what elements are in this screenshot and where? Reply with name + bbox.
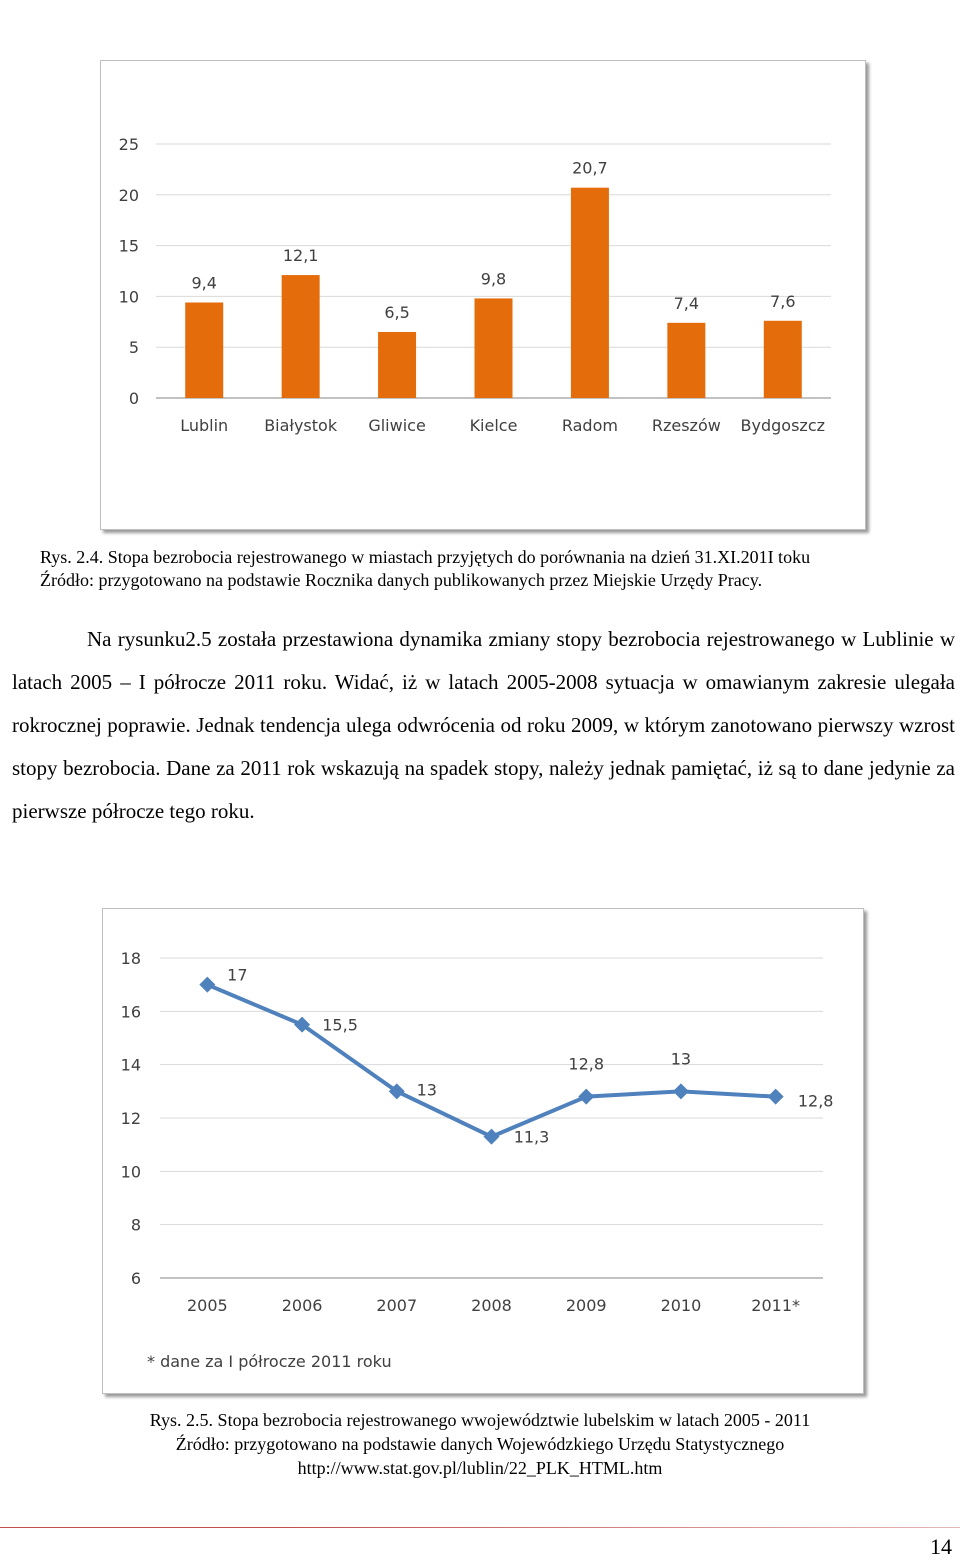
x-tick-label: Radom [561,416,618,435]
page-number: 14 [930,1534,952,1559]
data-label: 6,5 [384,302,410,322]
y-tick-label: 14 [120,1055,141,1075]
caption-title: Rys. 2.4. Stopa bezrobocia rejestrowanego w miastach przyjętych do porównania na dzień 31.XI.201I toku [40,547,811,567]
bar-chart-frame [100,60,866,530]
x-tick-label: Rzeszów [651,416,721,435]
y-tick-label: 10 [118,287,139,307]
bar [667,323,705,398]
data-label: 20,7 [572,158,608,178]
y-tick-label: 0 [128,389,139,408]
bar-chart [101,61,865,529]
x-tick-label: Lublin [180,416,229,435]
figure-source-2-5 [0,1432,960,1456]
figure-caption-2-5 [0,1408,960,1432]
y-tick-label: 15 [118,236,139,256]
bar [475,298,513,398]
x-tick-label: 2009 [565,1296,607,1315]
caption-source: Źródło: przygotowano na podstawie Rocznika danych publikowanych przez Miejskie Urzędy Pracy. [40,570,763,590]
x-tick-label: 2005 [186,1296,228,1315]
y-tick-label: 20 [118,185,139,205]
x-tick-label: 2007 [376,1296,418,1315]
x-tick-label: 2006 [281,1296,323,1315]
data-label: 7,6 [770,291,796,311]
data-label: 12,8 [568,1054,605,1074]
x-tick-label: Białystok [264,416,338,435]
data-label: 12,1 [282,246,319,266]
caption-source: Źródło: przygotowano na podstawie danych Wojewódzkiego Urzędu Statystycznego [175,1434,785,1454]
data-point [578,1089,594,1105]
figure-source-2-4 [40,569,762,591]
bar [571,188,609,398]
y-tick-label: 25 [118,135,139,154]
figure-url-2-5 [0,1456,960,1480]
body-paragraph [12,618,955,833]
y-tick-label: 18 [120,949,141,968]
data-label: 13 [670,1049,692,1069]
x-tick-label: Gliwice [368,416,426,435]
bar [764,321,802,398]
data-label: 12,8 [797,1091,834,1111]
x-tick-label: Kielce [469,416,518,435]
y-tick-label: 16 [120,1002,141,1022]
bar [282,275,320,398]
figure-caption-2-4 [40,546,810,568]
y-tick-label: 6 [130,1269,141,1288]
caption-title: Rys. 2.5. Stopa bezrobocia rejestrowanego wwojewództwie lubelskim w latach 2005 - 2011 [149,1410,811,1430]
caption-url: http://www.stat.gov.pl/lublin/22_PLK_HTML.htm [297,1458,663,1478]
footer-rule [0,1527,960,1528]
x-tick-label: 2011* [751,1296,801,1315]
chart-footnote: * dane za I półrocze 2011 roku [147,1352,392,1371]
data-point [768,1089,784,1105]
y-tick-label: 12 [120,1109,141,1128]
bar [378,332,416,398]
data-label: 9,8 [480,269,507,289]
paragraph-lead: Na rysunku2.5 [87,627,212,651]
data-label: 15,5 [322,1015,358,1035]
data-label: 11,3 [513,1127,550,1147]
data-label: 13 [416,1080,437,1100]
y-tick-label: 10 [120,1162,141,1182]
y-tick-label: 5 [128,338,139,358]
line-chart [103,909,863,1393]
line-chart-frame [102,908,864,1394]
data-point [199,977,215,993]
data-point [484,1129,500,1145]
x-tick-label: 2008 [471,1296,512,1315]
paragraph-text: została przestawiona dynamika zmiany stopy bezrobocia rejestrowanego w Lublinie w latach 2005 – I półrocze 2011 roku. Widać, iż w latach 2005-2008 sytuacja w omawianym zakresie ulegała rokrocznej poprawie. Jednak tendencja ulega odwrócenia od roku 2009, w którym zanotowano pierwszy wzrost stopy bezrobocia. Dane za 2011 rok wskazują na spadek stopy, należy jednak pamiętać, iż są to dane jedynie za pierwsze półrocze tego roku. [12,627,956,823]
y-tick-label: 8 [130,1215,141,1235]
data-label: 9,4 [191,273,217,293]
bar [185,302,223,398]
data-label: 7,4 [673,293,700,313]
x-tick-label: 2010 [660,1296,702,1315]
data-point [673,1083,689,1099]
data-label: 17 [227,965,248,985]
x-tick-label: Bydgoszcz [740,416,826,435]
